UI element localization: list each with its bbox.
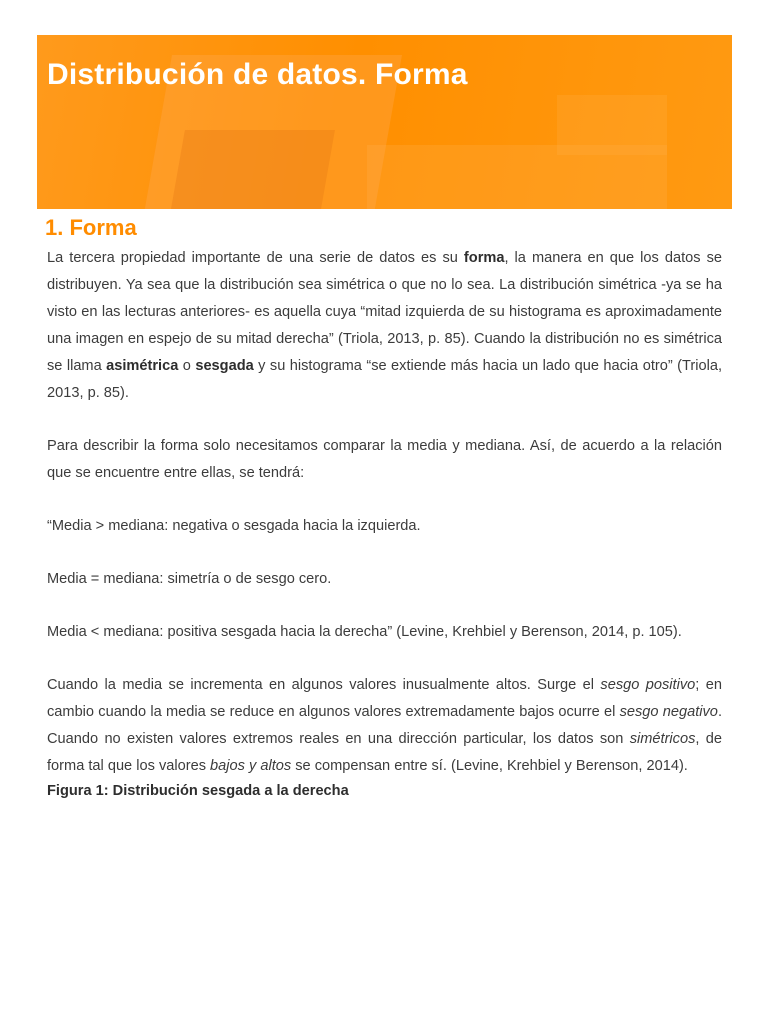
document-body [47, 245, 722, 802]
paragraph-forma: La tercera propiedad importante de una serie de datos es su forma, la manera en que los datos se distribuyen. Ya sea que la distribución sea simétrica o que no lo sea. La distribución simétrica -ya se ha visto en las lecturas anteriores- es aquella cuya “mitad izquierda de su histograma es aproximadamente una imagen en espejo de su mitad derecha” (Triola, 2013, p. 85). Cuando la distribución no es simétrica se llama asimétrica o sesgada y su histograma “se extiende más hacia un lado que hacia otro” (Triola, 2013, p. 85). [47, 250, 722, 401]
banner-decoration [557, 95, 667, 155]
rule-media-mayor: “Media > mediana: negativa o sesgada hacia la izquierda. [47, 518, 421, 534]
section-title: 1. Forma [45, 215, 137, 240]
term-asimetrica: asimétrica [106, 358, 179, 374]
rule-media-menor: Media < mediana: positiva sesgada hacia la derecha” (Levine, Krehbiel y Berenson, 2014, p. 105). [47, 624, 682, 640]
term-bajos-altos: bajos y altos [210, 758, 292, 774]
figure-caption: Figura 1: Distribución sesgada a la derecha [47, 783, 349, 799]
page-title: Distribución de datos. Forma [47, 58, 468, 91]
paragraph-sesgo: Cuando la media se incrementa en algunos valores inusualmente altos. Surge el sesgo positivo; en cambio cuando la media se reduce en algunos valores extremadamente bajos ocurre el sesgo negativo. Cuando no existen valores extremos reales en una dirección particular, los datos son simétricos, de forma tal que los valores bajos y altos se compensan entre sí. (Levine, Krehbiel y Berenson, 2014). [47, 677, 722, 774]
paragraph-comparar: Para describir la forma solo necesitamos comparar la media y mediana. Así, de acuerdo a la relación que se encuentre entre ellas, se tendrá: [47, 438, 722, 481]
banner-decoration [169, 130, 335, 209]
term-sesgo-negativo: sesgo negativo [619, 704, 718, 720]
term-forma: forma [463, 250, 505, 266]
term-sesgo-positivo: sesgo positivo [600, 677, 696, 693]
rule-media-igual: Media = mediana: simetría o de sesgo cero. [47, 571, 332, 587]
term-sesgada: sesgada [195, 358, 254, 374]
term-simetricos: simétricos [629, 731, 696, 747]
